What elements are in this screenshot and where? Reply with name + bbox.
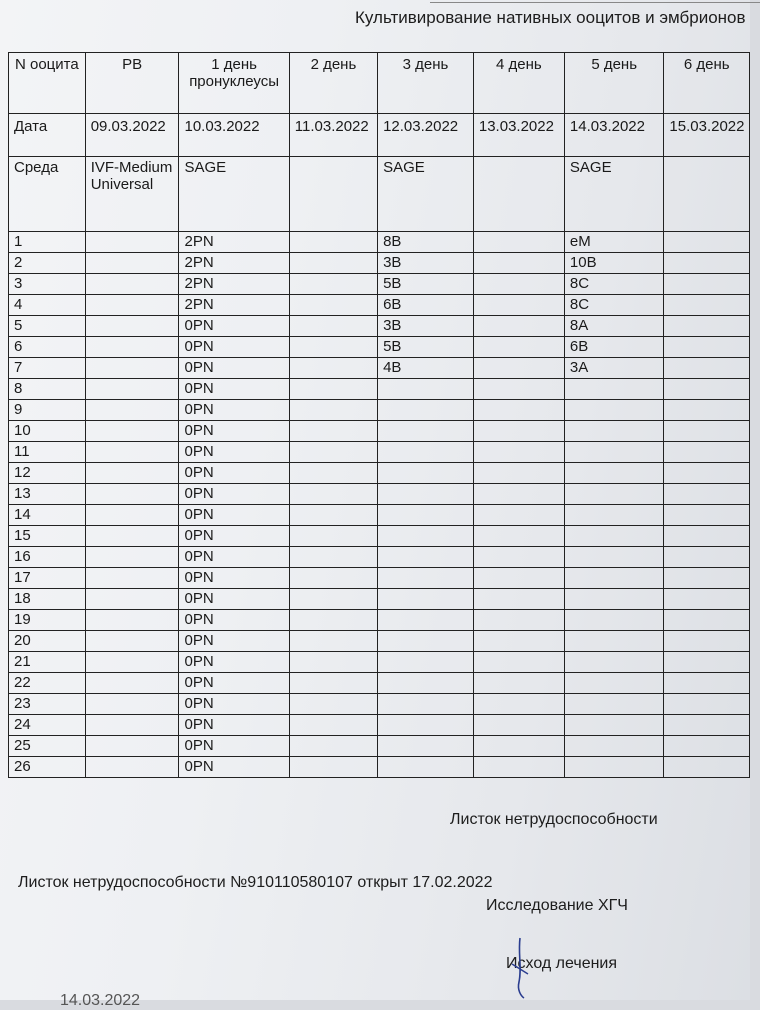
table-cell-pb xyxy=(85,442,179,463)
header-cell: 6 день xyxy=(664,53,750,114)
table-cell-d1: 2PN xyxy=(179,232,289,253)
medium-cell xyxy=(473,157,564,232)
table-cell-d3: 6B xyxy=(378,295,474,316)
table-cell-d4 xyxy=(473,232,564,253)
table-cell-d4 xyxy=(473,715,564,736)
table-cell-d4 xyxy=(473,757,564,778)
table-cell-d3 xyxy=(378,505,474,526)
table-cell-d2 xyxy=(289,652,377,673)
table-cell-d6 xyxy=(664,379,750,400)
table-cell-pb xyxy=(85,463,179,484)
table-cell-pb xyxy=(85,505,179,526)
table-cell-d1: 0PN xyxy=(179,505,289,526)
table-cell-d1: 0PN xyxy=(179,631,289,652)
table-cell-d1: 0PN xyxy=(179,715,289,736)
table-cell-d1: 0PN xyxy=(179,316,289,337)
table-cell-pb xyxy=(85,295,179,316)
investigation-label: Исследование ХГЧ xyxy=(486,897,628,914)
table-row xyxy=(9,442,750,463)
table-cell-pb xyxy=(85,358,179,379)
table-cell-d2 xyxy=(289,484,377,505)
table-cell-n: 12 xyxy=(9,463,86,484)
table-cell-d2 xyxy=(289,694,377,715)
table-cell-d6 xyxy=(664,652,750,673)
table-cell-d2 xyxy=(289,589,377,610)
table-cell-d1: 0PN xyxy=(179,673,289,694)
table-cell-n: 17 xyxy=(9,568,86,589)
table-cell-d5: 3A xyxy=(564,358,663,379)
table-cell-d4 xyxy=(473,505,564,526)
table-cell-d4 xyxy=(473,400,564,421)
table-cell-d1: 2PN xyxy=(179,295,289,316)
table-row xyxy=(9,652,750,673)
table-row xyxy=(9,484,750,505)
table-cell-d1: 0PN xyxy=(179,757,289,778)
table-cell-d1: 0PN xyxy=(179,400,289,421)
table-cell-n: 13 xyxy=(9,484,86,505)
table-cell-n: 11 xyxy=(9,442,86,463)
table-cell-n: 26 xyxy=(9,757,86,778)
table-cell-d6 xyxy=(664,715,750,736)
table-cell-n: 4 xyxy=(9,295,86,316)
table-cell-d3 xyxy=(378,715,474,736)
table-row xyxy=(9,757,750,778)
table-cell-d2 xyxy=(289,358,377,379)
table-cell-d1: 0PN xyxy=(179,379,289,400)
table-cell-n: 10 xyxy=(9,421,86,442)
table-cell-d2 xyxy=(289,295,377,316)
table-cell-d2 xyxy=(289,421,377,442)
table-cell-d1: 0PN xyxy=(179,484,289,505)
medium-cell xyxy=(664,157,750,232)
table-cell-d5: eM xyxy=(564,232,663,253)
table-cell-d6 xyxy=(664,442,750,463)
table-cell-d3 xyxy=(378,484,474,505)
header-cell: 2 день xyxy=(289,53,377,114)
table-row xyxy=(9,295,750,316)
table-cell-n: 7 xyxy=(9,358,86,379)
table-cell-d3 xyxy=(378,547,474,568)
table-cell-d4 xyxy=(473,274,564,295)
table-cell-d5: 8A xyxy=(564,316,663,337)
table-cell-n: 20 xyxy=(9,631,86,652)
table-cell-d4 xyxy=(473,358,564,379)
table-row xyxy=(9,547,750,568)
table-cell-d5 xyxy=(564,610,663,631)
table-cell-d4 xyxy=(473,253,564,274)
table-cell-d2 xyxy=(289,757,377,778)
table-cell-d5 xyxy=(564,421,663,442)
table-cell-d3: 8B xyxy=(378,232,474,253)
table-cell-d3 xyxy=(378,631,474,652)
table-cell-d3 xyxy=(378,526,474,547)
table-cell-d5 xyxy=(564,652,663,673)
table-cell-d1: 0PN xyxy=(179,736,289,757)
table-cell-pb xyxy=(85,484,179,505)
table-cell-pb xyxy=(85,547,179,568)
table-cell-d4 xyxy=(473,337,564,358)
table-cell-d1: 2PN xyxy=(179,253,289,274)
table-cell-d6 xyxy=(664,358,750,379)
bottom-date-fragment: 14.03.2022 xyxy=(60,992,141,1009)
header-cell: PB xyxy=(85,53,179,114)
table-cell-pb xyxy=(85,694,179,715)
table-cell-d6 xyxy=(664,757,750,778)
table-row xyxy=(9,358,750,379)
table-cell-pb xyxy=(85,274,179,295)
table-row xyxy=(9,337,750,358)
table-cell-d6 xyxy=(664,400,750,421)
table-cell-d2 xyxy=(289,232,377,253)
table-cell-d5 xyxy=(564,631,663,652)
table-cell-pb xyxy=(85,421,179,442)
table-row xyxy=(9,253,750,274)
table-row xyxy=(9,421,750,442)
medium-cell: SAGE xyxy=(179,157,289,232)
table-cell-pb xyxy=(85,400,179,421)
table-cell-n: 3 xyxy=(9,274,86,295)
table-cell-pb xyxy=(85,631,179,652)
table-cell-d4 xyxy=(473,316,564,337)
table-cell-d5 xyxy=(564,463,663,484)
table-cell-d5 xyxy=(564,736,663,757)
table-cell-d3: 4B xyxy=(378,358,474,379)
sick-leave-heading: Листок нетрудоспособности xyxy=(450,811,658,828)
table-cell-d3 xyxy=(378,379,474,400)
table-cell-d4 xyxy=(473,589,564,610)
table-row xyxy=(9,463,750,484)
page-top-edge xyxy=(430,0,760,3)
sick-leave-line: Листок нетрудоспособности №910110580107 открыт 17.02.2022 xyxy=(18,874,493,891)
table-row xyxy=(9,526,750,547)
table-cell-d4 xyxy=(473,673,564,694)
table-cell-n: 24 xyxy=(9,715,86,736)
date-cell: 13.03.2022 xyxy=(473,114,564,157)
table-cell-d6 xyxy=(664,421,750,442)
table-cell-d1: 0PN xyxy=(179,589,289,610)
table-cell-d5 xyxy=(564,400,663,421)
table-cell-d5 xyxy=(564,568,663,589)
table-cell-n: 8 xyxy=(9,379,86,400)
table-row xyxy=(9,505,750,526)
table-cell-d4 xyxy=(473,547,564,568)
embryo-culture-table xyxy=(8,52,750,778)
table-cell-d4 xyxy=(473,652,564,673)
table-cell-pb xyxy=(85,379,179,400)
table-cell-d6 xyxy=(664,274,750,295)
table-cell-d2 xyxy=(289,610,377,631)
table-cell-d5 xyxy=(564,757,663,778)
table-cell-n: 19 xyxy=(9,610,86,631)
table-cell-d2 xyxy=(289,673,377,694)
table-cell-d6 xyxy=(664,337,750,358)
table-cell-d1: 0PN xyxy=(179,547,289,568)
table-cell-d5 xyxy=(564,547,663,568)
table-cell-d5 xyxy=(564,673,663,694)
table-row xyxy=(9,274,750,295)
date-cell: 15.03.2022 xyxy=(664,114,750,157)
table-cell-d4 xyxy=(473,379,564,400)
medium-cell: SAGE xyxy=(378,157,474,232)
table-cell-d5 xyxy=(564,505,663,526)
table-cell-d3 xyxy=(378,421,474,442)
table-row xyxy=(9,736,750,757)
table-cell-d6 xyxy=(664,694,750,715)
table-cell-d5 xyxy=(564,715,663,736)
table-row xyxy=(9,589,750,610)
header-cell: 3 день xyxy=(378,53,474,114)
table-cell-d4 xyxy=(473,610,564,631)
medium-cell: SAGE xyxy=(564,157,663,232)
table-cell-d6 xyxy=(664,547,750,568)
table-cell-pb xyxy=(85,337,179,358)
table-row xyxy=(9,379,750,400)
table-row xyxy=(9,694,750,715)
medium-row xyxy=(9,157,750,232)
table-cell-d5 xyxy=(564,442,663,463)
table-row xyxy=(9,316,750,337)
table-cell-d5: 8C xyxy=(564,295,663,316)
table-cell-n: 23 xyxy=(9,694,86,715)
table-cell-d6 xyxy=(664,568,750,589)
table-cell-d5: 8C xyxy=(564,274,663,295)
table-cell-d6 xyxy=(664,295,750,316)
table-cell-n: 15 xyxy=(9,526,86,547)
table-cell-d2 xyxy=(289,547,377,568)
table-cell-d3: 5B xyxy=(378,337,474,358)
table-cell-d6 xyxy=(664,589,750,610)
table-cell-d3: 5B xyxy=(378,274,474,295)
table-cell-d6 xyxy=(664,505,750,526)
table-row xyxy=(9,232,750,253)
table-cell-d4 xyxy=(473,736,564,757)
document-title: Культивирование нативных ооцитов и эмбрионов xyxy=(355,8,746,27)
table-row xyxy=(9,673,750,694)
table-cell-d2 xyxy=(289,316,377,337)
table-cell-d1: 0PN xyxy=(179,463,289,484)
table-cell-d3 xyxy=(378,442,474,463)
table-cell-pb xyxy=(85,757,179,778)
table-row xyxy=(9,631,750,652)
table-cell-d3 xyxy=(378,589,474,610)
table-cell-d4 xyxy=(473,694,564,715)
table-cell-pb xyxy=(85,652,179,673)
table-cell-d2 xyxy=(289,505,377,526)
table-cell-d4 xyxy=(473,421,564,442)
table-row xyxy=(9,715,750,736)
date-cell: 12.03.2022 xyxy=(378,114,474,157)
header-row xyxy=(9,53,750,114)
table-cell-d6 xyxy=(664,526,750,547)
table-cell-d2 xyxy=(289,274,377,295)
table-cell-d2 xyxy=(289,442,377,463)
outcome-label: Исход лечения xyxy=(506,955,618,972)
header-cell: 4 день xyxy=(473,53,564,114)
medium-cell: IVF-Medium Universal xyxy=(85,157,179,232)
table-cell-d2 xyxy=(289,526,377,547)
table-cell-d6 xyxy=(664,232,750,253)
table-cell-d2 xyxy=(289,568,377,589)
table-row xyxy=(9,568,750,589)
header-cell: 1 день пронуклеусы xyxy=(179,53,289,114)
table-cell-d1: 0PN xyxy=(179,568,289,589)
table-cell-n: 25 xyxy=(9,736,86,757)
date-cell: 09.03.2022 xyxy=(85,114,179,157)
table-cell-d2 xyxy=(289,715,377,736)
table-cell-d5 xyxy=(564,379,663,400)
table-cell-pb xyxy=(85,526,179,547)
table-cell-n: 14 xyxy=(9,505,86,526)
table-cell-d6 xyxy=(664,631,750,652)
date-cell: 11.03.2022 xyxy=(289,114,377,157)
table-cell-d4 xyxy=(473,631,564,652)
table-row xyxy=(9,400,750,421)
table-cell-pb xyxy=(85,610,179,631)
date-cell: 10.03.2022 xyxy=(179,114,289,157)
table-cell-pb xyxy=(85,232,179,253)
medium-cell xyxy=(289,157,377,232)
table-cell-d6 xyxy=(664,463,750,484)
table-cell-d2 xyxy=(289,337,377,358)
date-cell: 14.03.2022 xyxy=(564,114,663,157)
medium-cell: Среда xyxy=(9,157,86,232)
table-cell-d4 xyxy=(473,484,564,505)
table-cell-d1: 0PN xyxy=(179,442,289,463)
table-cell-d1: 0PN xyxy=(179,337,289,358)
table-cell-d5 xyxy=(564,589,663,610)
table-cell-d5: 10B xyxy=(564,253,663,274)
table-cell-pb xyxy=(85,568,179,589)
handwritten-signature xyxy=(500,934,540,1000)
table-cell-d6 xyxy=(664,316,750,337)
table-cell-d3 xyxy=(378,652,474,673)
table-cell-d2 xyxy=(289,253,377,274)
table-cell-n: 6 xyxy=(9,337,86,358)
table-cell-d2 xyxy=(289,736,377,757)
table-cell-n: 21 xyxy=(9,652,86,673)
table-cell-d3: 3B xyxy=(378,253,474,274)
table-cell-n: 2 xyxy=(9,253,86,274)
table-cell-d3 xyxy=(378,757,474,778)
table-cell-d6 xyxy=(664,673,750,694)
table-cell-d3: 3B xyxy=(378,316,474,337)
table-cell-d5 xyxy=(564,484,663,505)
table-cell-d1: 0PN xyxy=(179,610,289,631)
table-cell-n: 9 xyxy=(9,400,86,421)
table-cell-d1: 0PN xyxy=(179,526,289,547)
table-cell-pb xyxy=(85,589,179,610)
table-cell-pb xyxy=(85,673,179,694)
table-cell-d4 xyxy=(473,295,564,316)
table-cell-pb xyxy=(85,715,179,736)
table-cell-d3 xyxy=(378,463,474,484)
table-cell-d1: 2PN xyxy=(179,274,289,295)
date-row xyxy=(9,114,750,157)
table-cell-d2 xyxy=(289,379,377,400)
table-cell-d3 xyxy=(378,694,474,715)
table-cell-d4 xyxy=(473,568,564,589)
header-cell: N ооцита xyxy=(9,53,86,114)
date-cell: Дата xyxy=(9,114,86,157)
table-cell-d4 xyxy=(473,526,564,547)
table-cell-d1: 0PN xyxy=(179,694,289,715)
table-cell-d1: 0PN xyxy=(179,421,289,442)
table-cell-pb xyxy=(85,316,179,337)
table-cell-d6 xyxy=(664,736,750,757)
table-cell-d6 xyxy=(664,253,750,274)
table-row xyxy=(9,610,750,631)
table-cell-d4 xyxy=(473,442,564,463)
table-cell-pb xyxy=(85,736,179,757)
table-cell-d6 xyxy=(664,610,750,631)
table-cell-d3 xyxy=(378,673,474,694)
table-cell-d1: 0PN xyxy=(179,358,289,379)
table-cell-n: 16 xyxy=(9,547,86,568)
table-cell-d3 xyxy=(378,610,474,631)
table-cell-d1: 0PN xyxy=(179,652,289,673)
table-cell-n: 22 xyxy=(9,673,86,694)
table-cell-pb xyxy=(85,253,179,274)
table-cell-n: 1 xyxy=(9,232,86,253)
table-cell-d3 xyxy=(378,568,474,589)
table-cell-d3 xyxy=(378,400,474,421)
table-cell-d4 xyxy=(473,463,564,484)
table-cell-d5 xyxy=(564,526,663,547)
table-cell-n: 5 xyxy=(9,316,86,337)
table-cell-d2 xyxy=(289,631,377,652)
table-cell-d5 xyxy=(564,694,663,715)
table-cell-d2 xyxy=(289,400,377,421)
table-cell-d3 xyxy=(378,736,474,757)
table-cell-d6 xyxy=(664,484,750,505)
header-cell: 5 день xyxy=(564,53,663,114)
table-cell-n: 18 xyxy=(9,589,86,610)
table-cell-d2 xyxy=(289,463,377,484)
table-cell-d5: 6B xyxy=(564,337,663,358)
